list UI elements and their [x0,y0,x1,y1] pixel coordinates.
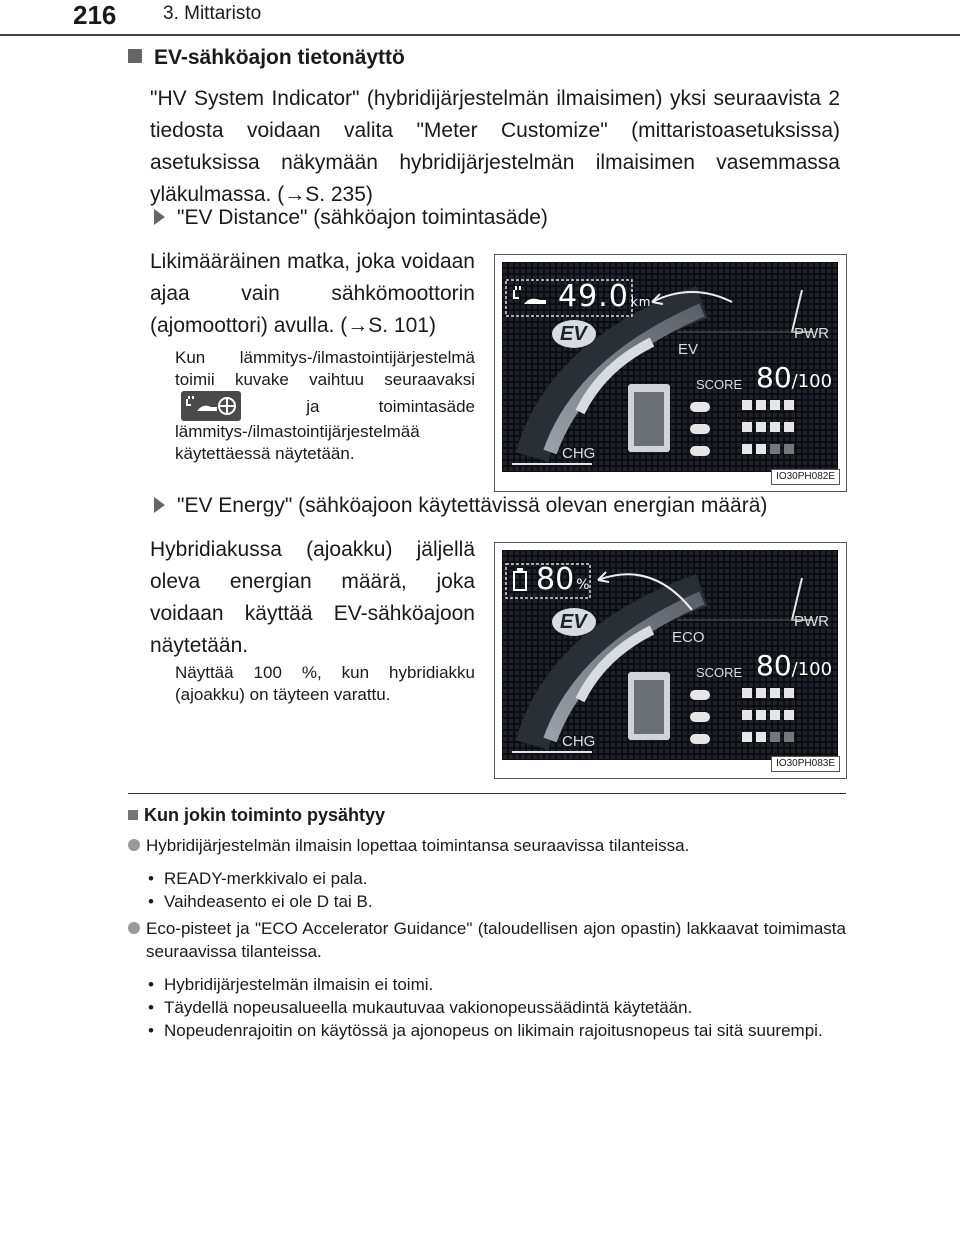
ev-distance-readout [558,279,651,314]
triangle-bullet-icon [154,209,165,225]
ev-distance-note-b: ja toimintasäde [306,397,475,416]
ev-distance-figure [494,254,847,492]
readout-value: 80 [536,562,575,597]
score-label: SCORE [696,377,743,392]
stop-content [128,834,846,1042]
list-item-text: Hybridijärjestelmän ilmaisin ei toimi. [164,975,434,994]
score-readout [756,649,832,682]
meter-screen [502,550,838,760]
figure-code: IO30PH082E [771,469,840,485]
list-item-text: Täydellä nopeusalueella mukautuvaa vakionopeussäädintä käytetään. [164,998,693,1017]
page-number: 216 [73,0,117,30]
figure-code: IO30PH083E [771,756,840,772]
square-bullet-icon [128,810,138,820]
mode-label: EV [678,341,699,358]
list-item: • Hybridijärjestelmän ilmaisin ei toimi. [148,975,434,994]
readout-value: 49.0 [558,279,629,314]
stop-title [128,805,385,826]
section-title-text: EV-sähköajon tietonäyttö [154,46,405,69]
score-readout [756,361,832,394]
section-intro: "HV System Indicator" (hybridijärjestelmän ilmaisimen) yksi seuraavista 2 tiedosta voidaan valita "Meter Customize" (mittaristoasetuksissa) asetuksissa näkymään hybridijärjestelmän ilmaisimen vasemmassa yläkulmassa. (→S. 235) [150,87,840,206]
stop-title-text: Kun jokin toiminto pysähtyy [144,805,386,825]
circle-bullet-icon [128,922,140,934]
score-max: /100 [791,659,833,680]
pwr-label: PWR [794,325,829,342]
readout-unit: km [630,295,652,309]
list-item-text: Nopeudenrajoitin on käytössä ja ajonopeus on likimain rajoitusnopeus tai sitä suurempi. [164,1021,823,1040]
ev-energy-figure [494,542,847,779]
ev-energy-readout [536,562,590,597]
header-rule [0,34,960,36]
stop-para-1 [128,834,846,857]
ev-distance-note [175,347,475,465]
chg-label: CHG [562,445,596,462]
ev-badge: EV [560,323,587,345]
meter-screen [502,262,838,472]
ev-distance-body: Likimääräinen matka, joka voidaan ajaa vain sähkömoottorin (ajomoottori) avulla. (→S. 101) [150,250,475,337]
ev-distance-note-a: Kun lämmitys-/ilmastointijärjestelmä toimii kuvake vaihtuu seuraavaksi [175,348,475,389]
ev-distance-note-c: lämmitys-/ilmastointijärjestelmää käytettäessä näytetään. [175,422,420,463]
list-item-text: READY-merkkivalo ei pala. [164,869,368,888]
section-separator [128,793,846,794]
score-label: SCORE [696,665,743,680]
chapter-title: 3. Mittaristo [163,3,262,24]
ac-range-icon-svg [181,391,241,421]
ev-distance-heading-text: "EV Distance" (sähköajon toimintasäde) [177,206,548,229]
score-value: 80 [756,649,792,682]
list-item: • Nopeudenrajoitin on käytössä ja ajonopeus on likimain rajoitusnopeus tai sitä suurempi. [148,1021,823,1040]
list-item: • Vaihdeasento ei ole D tai B. [148,892,373,911]
list-item: • READY-merkkivalo ei pala. [148,869,368,888]
stop-para-1-text: Hybridijärjestelmän ilmaisin lopettaa toimintansa seuraavissa tilanteissa. [146,836,690,855]
section-title [128,46,405,70]
chg-label: CHG [562,733,596,750]
ev-energy-body: Hybridiakussa (ajoakku) jäljellä oleva energian määrä, joka voidaan käyttää EV-sähköajoon näytetään. [150,538,475,657]
score-value: 80 [756,361,792,394]
list-item: • Täydellä nopeusalueella mukautuvaa vakionopeussäädintä käytetään. [148,998,693,1017]
mode-label: ECO [672,629,705,646]
ev-energy-heading-text: "EV Energy" (sähköajoon käytettävissä olevan energian määrä) [177,494,768,517]
ac-range-icon [181,391,241,421]
ev-energy-heading [154,494,767,518]
ev-distance-heading [154,206,548,230]
ev-badge: EV [560,611,587,633]
score-max: /100 [791,371,833,392]
stop-para-2-text: Eco-pisteet ja "ECO Accelerator Guidance" (taloudellisen ajon opastin) lakkaavat toimimasta seuraavissa tilanteissa. [146,919,846,961]
square-bullet-icon [128,49,142,63]
list-item-text: Vaihdeasento ei ole D tai B. [164,892,373,911]
ev-energy-note: Näyttää 100 %, kun hybridiakku (ajoakku) on täyteen varattu. [175,663,475,704]
readout-unit: % [576,577,590,593]
pwr-label: PWR [794,613,829,630]
triangle-bullet-icon [154,497,165,513]
circle-bullet-icon [128,839,140,851]
stop-para-2 [128,917,846,963]
